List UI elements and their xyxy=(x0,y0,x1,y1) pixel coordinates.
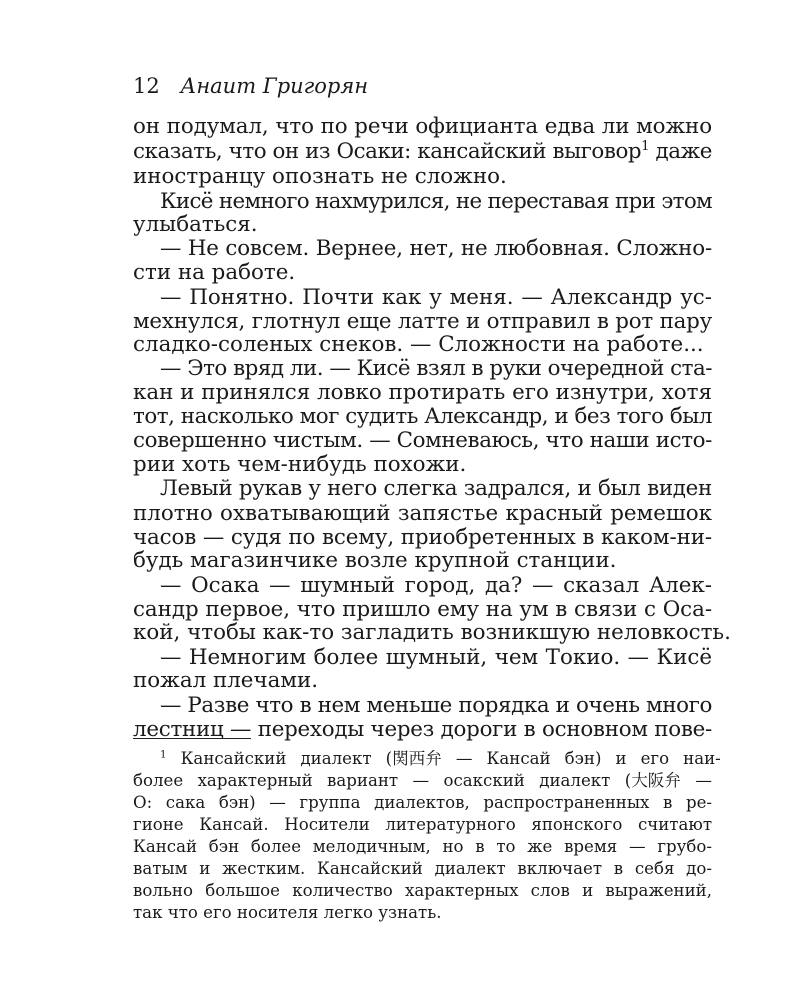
footnote-divider xyxy=(133,738,251,739)
footnote-marker: 1 xyxy=(160,748,167,761)
author-name: Анаит Григорян xyxy=(180,74,369,98)
footnote-line: более характерный вариант — осакский диалект (大阪弁 — xyxy=(133,771,712,790)
body-line: будь магазинчике возле крупной станции. xyxy=(133,548,617,573)
body-line-text: сказать, что он из Осаки: кансайский выговор xyxy=(133,139,642,164)
body-line: сандр первое, что пришло ему на ум в связи с Оса- xyxy=(133,597,713,622)
body-line: кан и принялся ловко протирать его изнутри, хотя xyxy=(133,380,713,405)
body-line: сладко-соленых снеков. — Сложности на работе... xyxy=(133,332,704,357)
body-line: пожал плечами. xyxy=(133,668,319,693)
body-line: часов — судя по всему, приобретенных в каком-ни- xyxy=(133,525,712,550)
body-line: Кисё немного нахмурился, не переставая при этом xyxy=(160,189,712,214)
body-line: иностранцу опознать не сложно. xyxy=(133,164,507,189)
page-number: 12 xyxy=(133,74,160,98)
body-line: совершенно чистым. — Сомневаюсь, что наши исто- xyxy=(133,428,712,453)
footnote-line: ватым и жестким. Кансайский диалект включает в себя до- xyxy=(133,859,712,878)
body-line: — Разве что в нем меньше порядка и очень много xyxy=(160,693,712,718)
body-line: — Понятно. Почти как у меня. — Александр ус- xyxy=(160,285,712,310)
body-line: плотно охватывающий запястье красный ремешок xyxy=(133,501,712,526)
body-line: тот, насколько мог судить Александр, и без того был xyxy=(133,404,712,429)
body-line: Левый рукав у него слегка задрался, и был виден xyxy=(160,476,712,501)
body-line-tail: даже xyxy=(649,139,713,164)
body-line: рии хоть чем-нибудь похожи. xyxy=(133,452,467,477)
body-line xyxy=(133,138,713,164)
body-line: улыбаться. xyxy=(133,212,258,237)
footnote-line: гионе Кансай. Носители литературного японского считают xyxy=(133,815,712,834)
body-line: сти на работе. xyxy=(133,260,296,285)
body-line: кой, чтобы как-то загладить возникшую неловкость. xyxy=(133,620,731,645)
body-line: — Немногим более шумный, чем Токио. — Кисё xyxy=(160,645,712,670)
footnote-line: так что его носителя легко узнать. xyxy=(133,903,442,922)
footnote-line: вольно большое количество характерных слов и выражений, xyxy=(133,881,712,900)
footnote-reference[interactable]: 1 xyxy=(641,138,650,154)
running-header xyxy=(133,74,368,98)
footnote-line: О: сака бэн) — группа диалектов, распространенных в ре- xyxy=(133,793,712,812)
body-line: — Это вряд ли. — Кисё взял в руки очередной ста- xyxy=(160,356,712,381)
footnote-line xyxy=(160,748,721,768)
body-line: он подумал, что по речи официанта едва ли можно xyxy=(133,114,712,139)
body-line: — Осака — шумный город, да? — сказал Алек- xyxy=(160,573,712,598)
footnote-line-text: Кансайский диалект (関西弁 — Кансай бэн) и его наи- xyxy=(180,749,721,768)
body-line: — Не совсем. Вернее, нет, не любовная. Сложно- xyxy=(160,236,712,261)
body-line: лестниц — переходы через дороги в основном пове- xyxy=(133,717,712,742)
body-line: мехнулся, глотнул еще латте и отправил в рот пару xyxy=(133,309,712,334)
footnote-line: Кансай бэн более мелодичным, но в то же время — грубо- xyxy=(133,837,712,856)
